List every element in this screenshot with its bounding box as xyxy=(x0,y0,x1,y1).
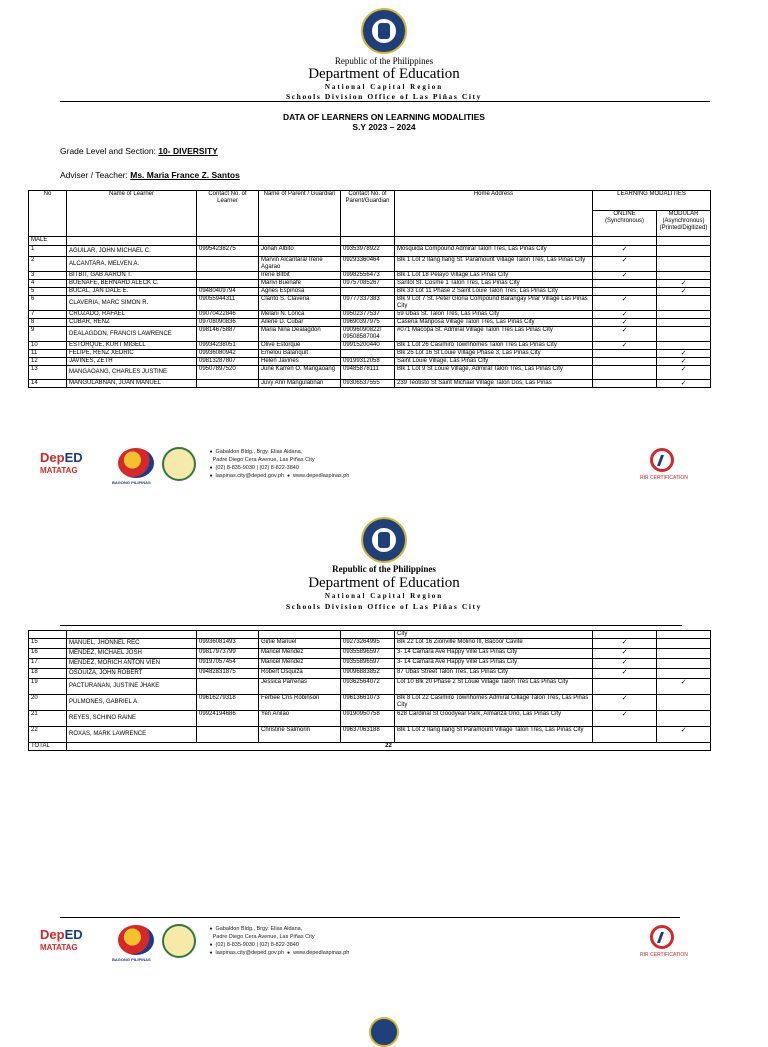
cell-name: ROXAS, MARK LAWRENCE xyxy=(67,727,197,743)
cell-address: Blk 25 Lot 16 St Louie Village Phase 3, Las Pinas City xyxy=(395,350,593,358)
cell-pcontact: 09355896597 xyxy=(341,649,395,659)
cell-name: MANUEL, JHONNEL REC xyxy=(67,639,197,649)
cell-online: ✓ xyxy=(593,257,657,272)
cell-no: 6 xyxy=(29,296,67,311)
cell-modular: ✓ xyxy=(657,350,711,358)
cell-no: 7 xyxy=(29,311,67,319)
cell-address: 87 Ubas Street Talon Tres, Las Pinas City xyxy=(395,669,593,679)
cell-contact xyxy=(197,380,259,388)
cell-name: JAVINES, ZETH xyxy=(67,358,197,366)
cell-online xyxy=(593,366,657,380)
col-address-header: Home Address xyxy=(395,191,593,237)
cell-pcontact: 09190950758 xyxy=(341,711,395,727)
table-body-page-1 xyxy=(29,237,711,388)
total-row xyxy=(29,743,711,751)
cell-modular xyxy=(657,639,711,649)
cell-no: 3 xyxy=(29,272,67,280)
total-value: 22 xyxy=(67,743,711,751)
cell-no: 8 xyxy=(29,319,67,327)
cell-pcontact: 09690397975 xyxy=(341,319,395,327)
cell-pcontact: 09096090822/ 09508587004 xyxy=(341,327,395,342)
cell-name: PULMONES, GABRIEL A. xyxy=(67,695,197,711)
cell-modular xyxy=(657,669,711,679)
cell-modular: ✓ xyxy=(657,358,711,366)
cell-contact xyxy=(197,257,259,272)
cell-online: ✓ xyxy=(593,327,657,342)
table-row xyxy=(29,257,711,272)
cell-no: 4 xyxy=(29,280,67,288)
cell-no: 13 xyxy=(29,366,67,380)
cell-parent: Maricel Mendez xyxy=(259,659,341,669)
cell-address: Santol St. Cosme 1 Talon Tres, Las Pinas City xyxy=(395,280,593,288)
cell-parent: Jonah Albito xyxy=(259,246,341,257)
cell-parent: Ailene D. Cubar xyxy=(259,319,341,327)
cell-parent: Jessica Parrenas xyxy=(259,679,341,695)
cell-pcontact: 09273264995 xyxy=(341,639,395,649)
cell-contact: 09954238275 xyxy=(197,246,259,257)
cell-address: Saint Louie Village, Las Pinas City xyxy=(395,358,593,366)
cell-modular xyxy=(657,342,711,350)
cell-online: ✓ xyxy=(593,639,657,649)
cell-modular xyxy=(657,296,711,311)
cell-contact: 09817973799 xyxy=(197,649,259,659)
cell-contact: 09480409794 xyxy=(197,288,259,296)
grade-section-value: 10- DIVERSITY xyxy=(158,146,218,156)
cell-address: Blk 8 Lot 22 Casimiro Townhomes Admiral Cillage Talon Tres, Las Pinas City xyxy=(395,695,593,711)
cell-address: #071 Macopa St. Admiral Village Talon Tres Las Pinas City xyxy=(395,327,593,342)
cell-name: MANGAOANG, CHARLES JUSTINE xyxy=(67,366,197,380)
table-row xyxy=(29,342,711,350)
cell-contact: 09055944311 xyxy=(197,296,259,311)
cell-no: 11 xyxy=(29,350,67,358)
cell-online xyxy=(593,350,657,358)
cell-address: Blk 1 Lot 2 Ilang Ilang St. Paramount Village Talon Tres, Las Pinas City xyxy=(395,257,593,272)
cell-online: ✓ xyxy=(593,246,657,257)
cell-no: 9 xyxy=(29,327,67,342)
cell-name: BUCAL, JAN DALE E. xyxy=(67,288,197,296)
footer-address: ● Gabaldon Bldg., Brgy. Elias Aldana, Padre Diego Cera Avenue, Las Piñas City ● (02) 8-835-9030 | (02) 8-822-3840 ● laspinas.city@deped.gov.ph ● www.depedlaspinas.ph xyxy=(209,926,350,956)
header-region: National Capital Region xyxy=(324,592,444,600)
header-republic: Republic of the Philippines xyxy=(332,564,436,574)
rir-mark-icon xyxy=(650,448,674,472)
col-name-header: Name of Learner xyxy=(67,191,197,237)
cell-contact xyxy=(197,280,259,288)
cell-name: PACTURANAN, JUSTINE JHAKE xyxy=(67,679,197,695)
email-icon: ● xyxy=(209,473,213,479)
cell-name: CLAVERIA, MARC SIMON R. xyxy=(67,296,197,311)
cell-parent: Melani N. Lorica xyxy=(259,311,341,319)
header-republic: Republic of the Philippines xyxy=(334,56,434,66)
cell-pcontact xyxy=(341,350,395,358)
cell-address: Lot 10 Blk 20 Phase 2 St Louie Village Talon Tres Las Pinas City xyxy=(395,679,593,695)
table-row xyxy=(29,669,711,679)
cell-modular xyxy=(657,711,711,727)
cell-name: OSOUIZA, JOHN ROBERT xyxy=(67,669,197,679)
cell-no: 5 xyxy=(29,288,67,296)
cell-parent: Maria Nina Dealagdon xyxy=(259,327,341,342)
cell-no: 20 xyxy=(29,695,67,711)
cell-address: Blk 1 Lot 9 St Louie Village, Admiral Talon Tres, Las Pinas City xyxy=(395,366,593,380)
cell-parent: Girlie Manuel xyxy=(259,639,341,649)
cell-contact xyxy=(197,679,259,695)
cell-parent: Irene Bitbit xyxy=(259,272,341,280)
table-body-page-2 xyxy=(29,631,711,751)
footer-address: ● Gabaldon Bldg., Brgy. Elias Aldana, Padre Diego Cera Avenue, Las Piñas City ● (02) 8-835-9030 | (02) 8-822-3840 ● laspinas.city@deped.gov.ph ● www.depedlaspinas.ph xyxy=(209,449,350,479)
location-icon: ● xyxy=(209,449,213,455)
cell-no: 2 xyxy=(29,257,67,272)
cell-contact: 09924194686 xyxy=(197,711,259,727)
cell-pcontact: 09757085267 xyxy=(341,280,395,288)
cell-parent: Juvy Ann Mangulabnan xyxy=(259,380,341,388)
cell-parent: Maricel Mendez xyxy=(259,649,341,659)
cell-pcontact: 09485878111 xyxy=(341,366,395,380)
header-department: Department of Education xyxy=(308,66,460,82)
cell-contact: 09616279318 xyxy=(197,695,259,711)
cell-no: 1 xyxy=(29,246,67,257)
cell-pcontact: 09777337383 xyxy=(341,296,395,311)
cell-no: 12 xyxy=(29,358,67,366)
cell-online: ✓ xyxy=(593,319,657,327)
table-row xyxy=(29,280,711,288)
table-row xyxy=(29,246,711,257)
table-row xyxy=(29,727,711,743)
cell-online: ✓ xyxy=(593,711,657,727)
rir-certification-logo: RIR CERTIFICATION xyxy=(640,925,680,955)
table-row xyxy=(29,350,711,358)
cell-name: FELIPE, RENZ XEDRIC xyxy=(67,350,197,358)
cell-pcontact: 09637063188 xyxy=(341,727,395,743)
cell-name: AGUILAR, JOHN MICHAEL C. xyxy=(67,246,197,257)
cell-address: Blk 1 Lot 2 Ilang Ilang St Paramount Village Talon Tres, Las Pinas City xyxy=(395,727,593,743)
table-row xyxy=(29,296,711,311)
header-region: National Capital Region xyxy=(324,83,444,91)
cell-parent: Christine Salmorin xyxy=(259,727,341,743)
cell-address: 239 Teotisto St Saint Michael Village Talon Dos, Las Pinas xyxy=(395,380,593,388)
cell-modular: ✓ xyxy=(657,380,711,388)
col-contact-header: Contact No. of Learner xyxy=(197,191,259,237)
cell-online xyxy=(593,727,657,743)
cell-pcontact: 09613661073 xyxy=(341,695,395,711)
cell-modular: ✓ xyxy=(657,288,711,296)
total-label: TOTAL xyxy=(29,743,67,751)
deped-seal-icon xyxy=(361,517,407,563)
cell-parent: Robert Osquiza xyxy=(259,669,341,679)
cell-contact: 09936080942 xyxy=(197,350,259,358)
email-icon: ● xyxy=(209,950,213,956)
footer-rule xyxy=(60,917,680,918)
rir-mark-icon xyxy=(650,925,674,949)
cell-parent: Emelou Balanquit xyxy=(259,350,341,358)
cell-parent: Yen Anilao xyxy=(259,711,341,727)
phone-icon: ● xyxy=(209,942,213,948)
table-row xyxy=(29,327,711,342)
cell-name: BUENAFE, BERNARD ALECK C. xyxy=(67,280,197,288)
cell-parent: Marvin Alcantara/ Irene Agarao xyxy=(259,257,341,272)
table-row xyxy=(29,311,711,319)
cell-online xyxy=(593,288,657,296)
cell-pcontact: 09982556473 xyxy=(341,272,395,280)
cell-pcontact: 09306537555 xyxy=(341,380,395,388)
table-row xyxy=(29,272,711,280)
cell-modular xyxy=(657,695,711,711)
cell-online: ✓ xyxy=(593,311,657,319)
web-icon: ● xyxy=(287,473,291,479)
header-division: Schools Division Office of Las Piñas City xyxy=(285,92,483,101)
cell-pcontact: 09915200440 xyxy=(341,342,395,350)
deped-seal-icon xyxy=(369,1017,399,1047)
cell-online: ✓ xyxy=(593,296,657,311)
cell-address: 59 Ubas St. Talon Tres, Las Pinas City xyxy=(395,311,593,319)
table-row xyxy=(29,711,711,727)
phone-icon: ● xyxy=(209,465,213,471)
cell-name: MENDEZ, MICHAEL JOSH xyxy=(67,649,197,659)
cell-online: ✓ xyxy=(593,669,657,679)
cell-no: 14 xyxy=(29,380,67,388)
cell-no: 17 xyxy=(29,659,67,669)
cell-parent: Marivi Buenafe xyxy=(259,280,341,288)
table-row xyxy=(29,649,711,659)
cell-modular xyxy=(657,311,711,319)
cell-pcontact xyxy=(341,288,395,296)
cell-contact: 09936081493 xyxy=(197,639,259,649)
table-row xyxy=(29,288,711,296)
table-row xyxy=(29,659,711,669)
grade-section: Grade Level and Section: 10- DIVERSITY xyxy=(60,146,218,156)
col-no-header: No xyxy=(29,191,67,237)
cell-parent: June Karren O. Mangaoang xyxy=(259,366,341,380)
col-parent-contact-header: Contact No. of Parent/Guardian xyxy=(341,191,395,237)
cell-online: ✓ xyxy=(593,695,657,711)
cell-contact: 09507897520 xyxy=(197,366,259,380)
sdo-seal-icon xyxy=(162,924,196,958)
document-page-2 xyxy=(0,505,768,1024)
cell-contact: 09934238051 xyxy=(197,342,259,350)
bagong-pilipinas-label: BAGONG PILIPINAS xyxy=(112,957,151,962)
cell-parent: Ferbee Cris Robinson xyxy=(259,695,341,711)
col-online-header: ONLINE (Synchronous) xyxy=(593,211,657,237)
cell-parent: Helen Javines xyxy=(259,358,341,366)
table-row xyxy=(29,319,711,327)
cell-online xyxy=(593,679,657,695)
cell-modular: ✓ xyxy=(657,280,711,288)
cell-pcontact: 09355896597 xyxy=(341,659,395,669)
cell-address: Blk 33 Lot 11 Phase 2 Saint Louie Talon Tres, Las Pinas City xyxy=(395,288,593,296)
cell-modular: ✓ xyxy=(657,679,711,695)
cell-name: REYES, SCHINO RAINE xyxy=(67,711,197,727)
cell-pcontact: 09096883852 xyxy=(341,669,395,679)
cell-no: 10 xyxy=(29,342,67,350)
header-rule xyxy=(60,625,682,626)
web-icon: ● xyxy=(287,950,291,956)
school-year: S.Y 2023 – 2024 xyxy=(352,122,416,132)
cell-contact: 09708090836 xyxy=(197,319,259,327)
cell-contact: 09482831875 xyxy=(197,669,259,679)
deped-seal-icon xyxy=(361,8,407,54)
cell-no: 22 xyxy=(29,727,67,743)
cell-pcontact: 09353978922 xyxy=(341,246,395,257)
cell-modular: ✓ xyxy=(657,366,711,380)
cell-name: MANGULABNAN, JUAN MANUEL xyxy=(67,380,197,388)
cell-no: 21 xyxy=(29,711,67,727)
document-title: DATA OF LEARNERS ON LEARNING MODALITIES xyxy=(283,112,485,122)
sdo-seal-icon xyxy=(162,447,196,481)
cell-address: 3- 14 Camara Ave Happy Ville Las Pinas City xyxy=(395,659,593,669)
cell-name: BITBIT, GAB AARON T. xyxy=(67,272,197,280)
table-row xyxy=(29,695,711,711)
cell-contact xyxy=(197,272,259,280)
cell-address: 628 Cardinal St Goodyear Park, Almanza Uno, Las Pinas City xyxy=(395,711,593,727)
cell-pcontact: 09293360464 xyxy=(341,257,395,272)
adviser-value: Ms. Maria France Z. Santos xyxy=(130,170,240,180)
adviser: Adviser / Teacher: Ms. Maria France Z. Santos xyxy=(60,170,240,180)
cell-address: Mosquida Compound Admiral Talon Tres, Las Pinas City xyxy=(395,246,593,257)
cell-name: ALCANTARA, MELVEN A. xyxy=(67,257,197,272)
document-page-1 xyxy=(0,0,768,505)
cell-contact: 09813287807 xyxy=(197,358,259,366)
learners-table-page-1 xyxy=(28,190,711,388)
footer-page-2 xyxy=(0,919,768,979)
cell-contact: 09814675887 xyxy=(197,327,259,342)
cell-online: ✓ xyxy=(593,659,657,669)
table-row xyxy=(29,380,711,388)
cell-modular xyxy=(657,659,711,669)
cell-modular: ✓ xyxy=(657,727,711,743)
table-row xyxy=(29,358,711,366)
cell-online xyxy=(593,380,657,388)
cell-no: 18 xyxy=(29,669,67,679)
cell-modular xyxy=(657,649,711,659)
cell-online xyxy=(593,358,657,366)
col-parent-header: Name of Parent / Guardian xyxy=(259,191,341,237)
cell-contact: 09197057454 xyxy=(197,659,259,669)
cell-name: MENDEZ, MORICH ANTON VIEN xyxy=(67,659,197,669)
cell-modular xyxy=(657,272,711,280)
deped-logo: DepED MATATAG xyxy=(40,450,83,475)
group-label-male: MALE xyxy=(29,237,67,246)
cell-modular xyxy=(657,246,711,257)
cell-modular xyxy=(657,257,711,272)
cell-address: Blk 1 Lot 26 Casimiro Townhomes Talon Tres Las Pinas City xyxy=(395,342,593,350)
cell-no: 15 xyxy=(29,639,67,649)
table-row xyxy=(29,639,711,649)
cell-contact xyxy=(197,727,259,743)
cell-address: Caseria Mariposa Village Talon Tres, Las Pinas City xyxy=(395,319,593,327)
cell-name: ESTORQUE, KURT MIGELL xyxy=(67,342,197,350)
cell-pcontact: 09502377537 xyxy=(341,311,395,319)
cell-address: 3- 14 Camara Ave Happy Ville Las Pinas City xyxy=(395,649,593,659)
cell-address: Blk 22 Lot 16 Zionville Molino III, Bacoor Cavite xyxy=(395,639,593,649)
cell-address: Blk 1 Lot 18 Pelayo Village Las Pinas City xyxy=(395,272,593,280)
cell-pcontact: 09362564072 xyxy=(341,679,395,695)
cell-name: CRUZADO, RAFAEL xyxy=(67,311,197,319)
cell-modular xyxy=(657,319,711,327)
header-department: Department of Education xyxy=(308,575,460,591)
cell-pcontact: 09199312058 xyxy=(341,358,395,366)
cell-no: 16 xyxy=(29,649,67,659)
deped-logo: DepED MATATAG xyxy=(40,927,83,952)
cell-contact: 09070422846 xyxy=(197,311,259,319)
cell-online xyxy=(593,280,657,288)
header-division: Schools Division Office of Las Piñas City xyxy=(285,602,483,611)
cell-modular xyxy=(657,327,711,342)
table-row xyxy=(29,366,711,380)
cell-no: 19 xyxy=(29,679,67,695)
footer-page-1 xyxy=(0,442,768,502)
rir-certification-logo: RIR CERTIFICATION xyxy=(640,448,680,478)
col-modular-header: MODULAR (Asynchronous) (Printed/Digitized) xyxy=(657,211,711,237)
cell-parent: Clarito S. Claveria xyxy=(259,296,341,311)
header-rule xyxy=(60,101,710,102)
col-modalities-header: LEARNING MODALITIES xyxy=(593,191,711,211)
cell-online: ✓ xyxy=(593,272,657,280)
cell-parent: Olive Estorque xyxy=(259,342,341,350)
address-continuation: City xyxy=(395,631,593,639)
cell-name: CUBAR, RENZ xyxy=(67,319,197,327)
bagong-pilipinas-logo-icon xyxy=(118,925,154,955)
cell-address: Blk 9 Lot 7 St. Peter Gloria Compound Barangay Pilar Village Las Pinas City xyxy=(395,296,593,311)
bagong-pilipinas-logo-icon xyxy=(118,448,154,478)
learners-table-page-2 xyxy=(28,630,711,751)
cell-parent: Agnes Espinosa xyxy=(259,288,341,296)
table-row xyxy=(29,679,711,695)
location-icon: ● xyxy=(209,926,213,932)
cell-name: DEALAGDON, FRANCIS LAWRENCE xyxy=(67,327,197,342)
bagong-pilipinas-label: BAGONG PILIPINAS xyxy=(112,480,151,485)
cell-online: ✓ xyxy=(593,649,657,659)
cell-online: ✓ xyxy=(593,342,657,350)
